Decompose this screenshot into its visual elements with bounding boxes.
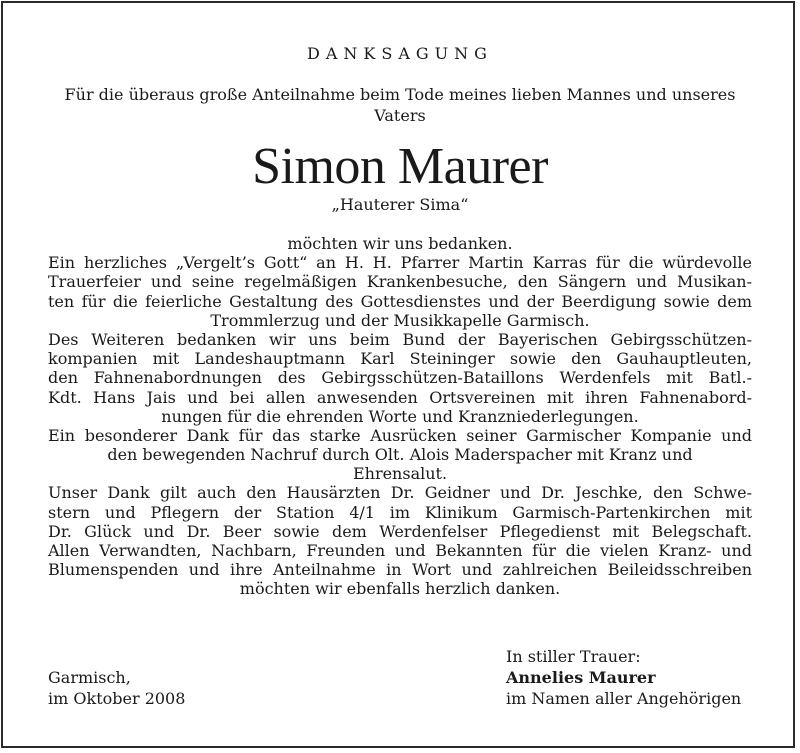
body-line: Trommlerzug und der Musikkapelle Garmisch. (210, 310, 590, 330)
body-line: kompanien mit Landeshauptmann Karl Steininger sowie den Gauhauptleuten, (48, 349, 752, 369)
deceased-name: Simon Maurer (252, 138, 548, 195)
body-line: nungen für die ehrenden Worte und Kranzniederlegungen. (161, 406, 639, 426)
place-date-block (48, 646, 185, 709)
body-line: möchten wir uns bedanken. (287, 234, 513, 253)
body-line: den bewegenden Nachruf durch Olt. Alois Maderspacher mit Kranz und (107, 445, 693, 465)
body-line: möchten wir ebenfalls herzlich danken. (239, 579, 561, 599)
body-line: ten für die feierliche Gestaltung des Gottesdienstes und der Beerdigung sowie dem (48, 291, 752, 311)
spacer (48, 646, 185, 667)
body-line: Allen Verwandten, Nachbarn, Freunden und Bekannten für die vielen Kranz- und (48, 541, 752, 560)
body-line: Dr. Glück und Dr. Beer sowie dem Werdenfelser Pflegedienst mit Belegschaft. (48, 521, 752, 541)
family-line: im Namen aller Angehörigen (506, 689, 742, 708)
body-line: den Fahnenabordnungen des Gebirgsschützen-Bataillons Werdenfels mit Batl.- (48, 368, 752, 388)
body-line: Ehrensalut. (352, 464, 448, 484)
body-line: Ein herzliches „Vergelt’s Gott“ an H. H. Pfarrer Martin Karras für die würdevolle (48, 253, 752, 273)
deceased-nickname: „Hauterer Sima“ (331, 195, 469, 214)
thanks-body (48, 234, 752, 599)
body-line: Ein besonderer Dank für das starke Ausrücken seiner Garmischer Kompanie und (48, 425, 752, 445)
body-line: Kdt. Hans Jais und bei allen anwesenden Ortsvereinen mit ihren Fahnenabord- (48, 387, 752, 407)
mourning-line: In stiller Trauer: (506, 647, 641, 666)
body-line: stern und Pflegern der Station 4/1 im Klinikum Garmisch-Partenkirchen mit (48, 502, 752, 522)
heading: DANKSAGUNG (307, 44, 493, 63)
place: Garmisch, (48, 668, 131, 687)
body-line: Trauerfeier und seine regelmäßigen Krankenbesuche, den Sängern und Musikan- (48, 272, 752, 292)
intro-text: Für die überaus große Anteilnahme beim Tode meines lieben Mannes und unseres Vaters (64, 85, 736, 125)
body-line: Des Weiteren bedanken wir uns beim Bund der Bayerischen Gebirgsschützen- (48, 329, 752, 349)
body-line: Blumenspenden und ihre Anteilnahme in Wort und zahlreichen Beileidsschreiben (48, 560, 752, 580)
date: im Oktober 2008 (48, 689, 186, 708)
body-line: Unser Dank gilt auch den Hausärzten Dr. Geidner und Dr. Jeschke, den Schwe- (48, 483, 752, 503)
signer-name: Annelies Maurer (506, 668, 656, 687)
signature-block (506, 646, 741, 709)
